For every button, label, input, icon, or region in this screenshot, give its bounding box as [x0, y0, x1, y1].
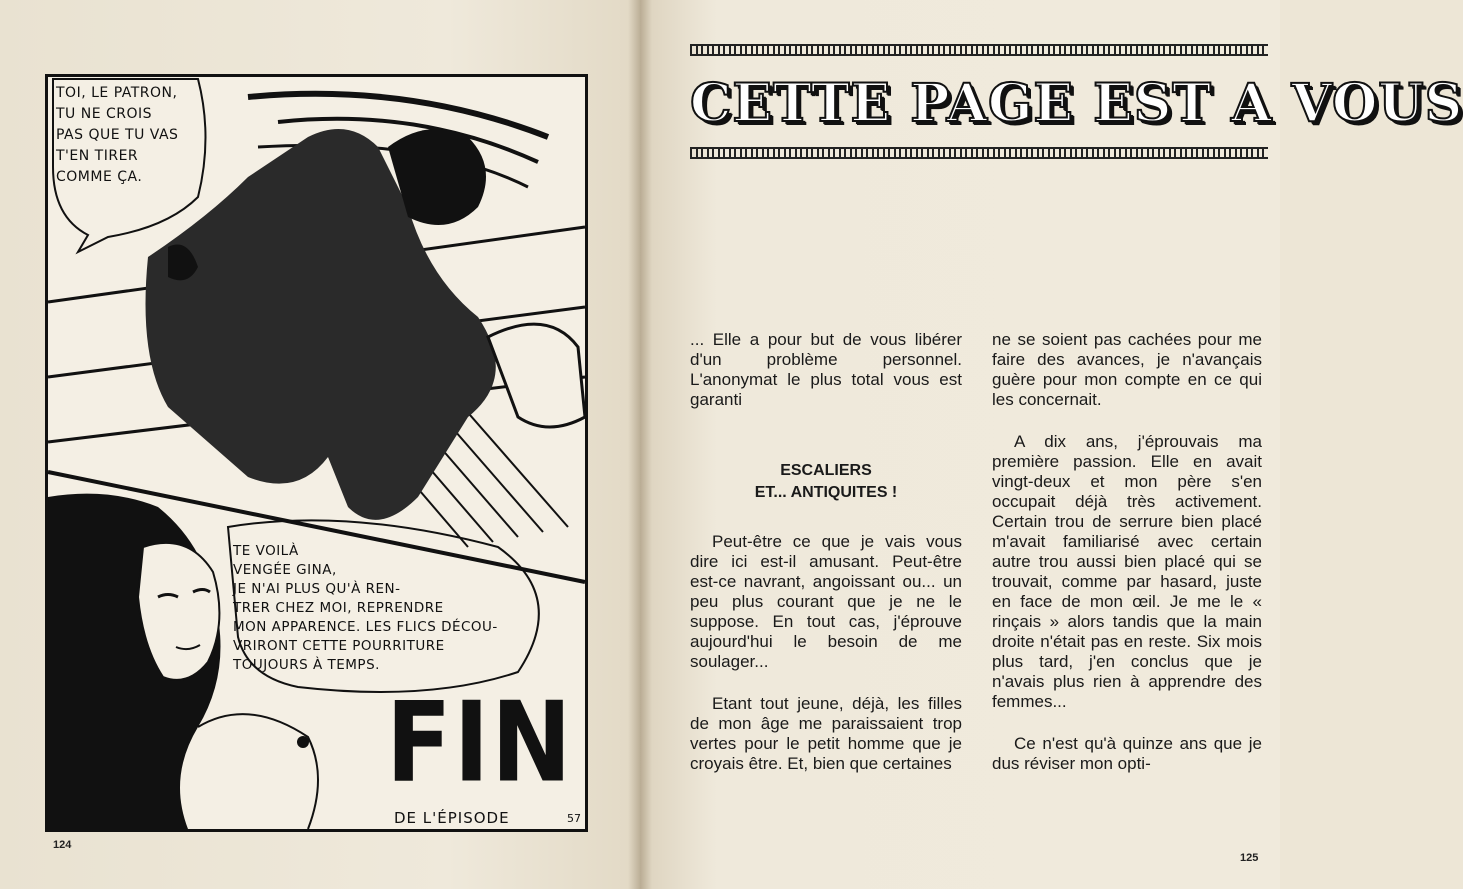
- bubble-line: VENGÉE GINA,: [233, 562, 337, 578]
- bubble-line: TOUJOURS À TEMPS.: [233, 657, 380, 673]
- paragraph: Ce n'est qu'à quinze ans que je dus réviser mon opti-: [992, 734, 1262, 773]
- paragraph: Etant tout jeune, déjà, les filles de mon âge me paraissaient trop vertes pour le petit homme que je croyais être. Et, bien que certaines: [690, 694, 962, 773]
- greek-key-border-top: [690, 44, 1268, 56]
- text-column-left: [690, 330, 962, 774]
- page-headline: CETTE PAGE EST A VOUS: [690, 73, 1463, 134]
- bubble-line: TRER CHEZ MOI, REPRENDRE: [233, 600, 444, 616]
- subhead-line: ESCALIERS: [780, 462, 872, 479]
- page-number-left: 124: [53, 839, 72, 851]
- paragraph: Peut-être ce que je vais vous dire ici est-il amusant. Peut-être est-ce navrant, angoissant ou... un peu plus courant que je ne le suppose. En tout cas, j'éprouve aujourd'hui le besoin de me soulager...: [690, 532, 962, 671]
- fin-subtitle: DE L'ÉPISODE: [394, 809, 510, 827]
- greek-key-border-bottom: [690, 147, 1268, 159]
- left-page: [0, 0, 640, 889]
- subhead-line: ET... ANTIQUITES !: [754, 484, 898, 501]
- intro-paragraph: ... Elle a pour but de vous libérer d'un problème personnel. L'anonymat le plus total vous est garanti: [690, 330, 962, 409]
- bubble-line: TOI, LE PATRON,: [56, 85, 178, 101]
- bubble-line: T'EN TIRER: [56, 148, 139, 164]
- section-subhead: [690, 460, 962, 504]
- comic-strip: [45, 74, 588, 832]
- paragraph: A dix ans, j'éprouvais ma première passion. Elle en avait vingt-deux et mon père s'en occupait déjà très activement. Certain trou de serrure bien placé m'avait familiarisé avec certain autre trou aussi bien placé qui se trouvait, comme par hasard, juste en face de mon œil. Je me le « rinçais » alors tandis que la main droite n'était pas en reste. Six mois plus tard, j'en conclus que je n'avais plus rien à apprendre des femmes...: [992, 432, 1262, 711]
- bubble-line: TE VOILÀ: [233, 543, 299, 559]
- paragraph: ne se soient pas cachées pour me faire des avances, je n'avançais guère pour mon compte en ce qui les concernait.: [992, 330, 1262, 409]
- bubble-line: TU NE CROIS: [56, 106, 153, 122]
- speech-bubble-bottom: [233, 542, 563, 675]
- episode-number: 57: [567, 812, 581, 825]
- text-column-right: [992, 330, 1262, 774]
- fin-title: FIN: [386, 678, 574, 807]
- page-gutter: [628, 0, 652, 889]
- bubble-line: PAS QUE TU VAS: [56, 127, 179, 143]
- bubble-line: MON APPARENCE. LES FLICS DÉCOU-: [233, 619, 498, 635]
- speech-bubble-top: [56, 83, 196, 188]
- bubble-line: JE N'AI PLUS QU'À REN-: [233, 581, 401, 597]
- bubble-line: COMME ÇA.: [56, 169, 143, 185]
- bubble-line: VRIRONT CETTE POURRITURE: [233, 638, 445, 654]
- page-number-right: 125: [1240, 852, 1259, 864]
